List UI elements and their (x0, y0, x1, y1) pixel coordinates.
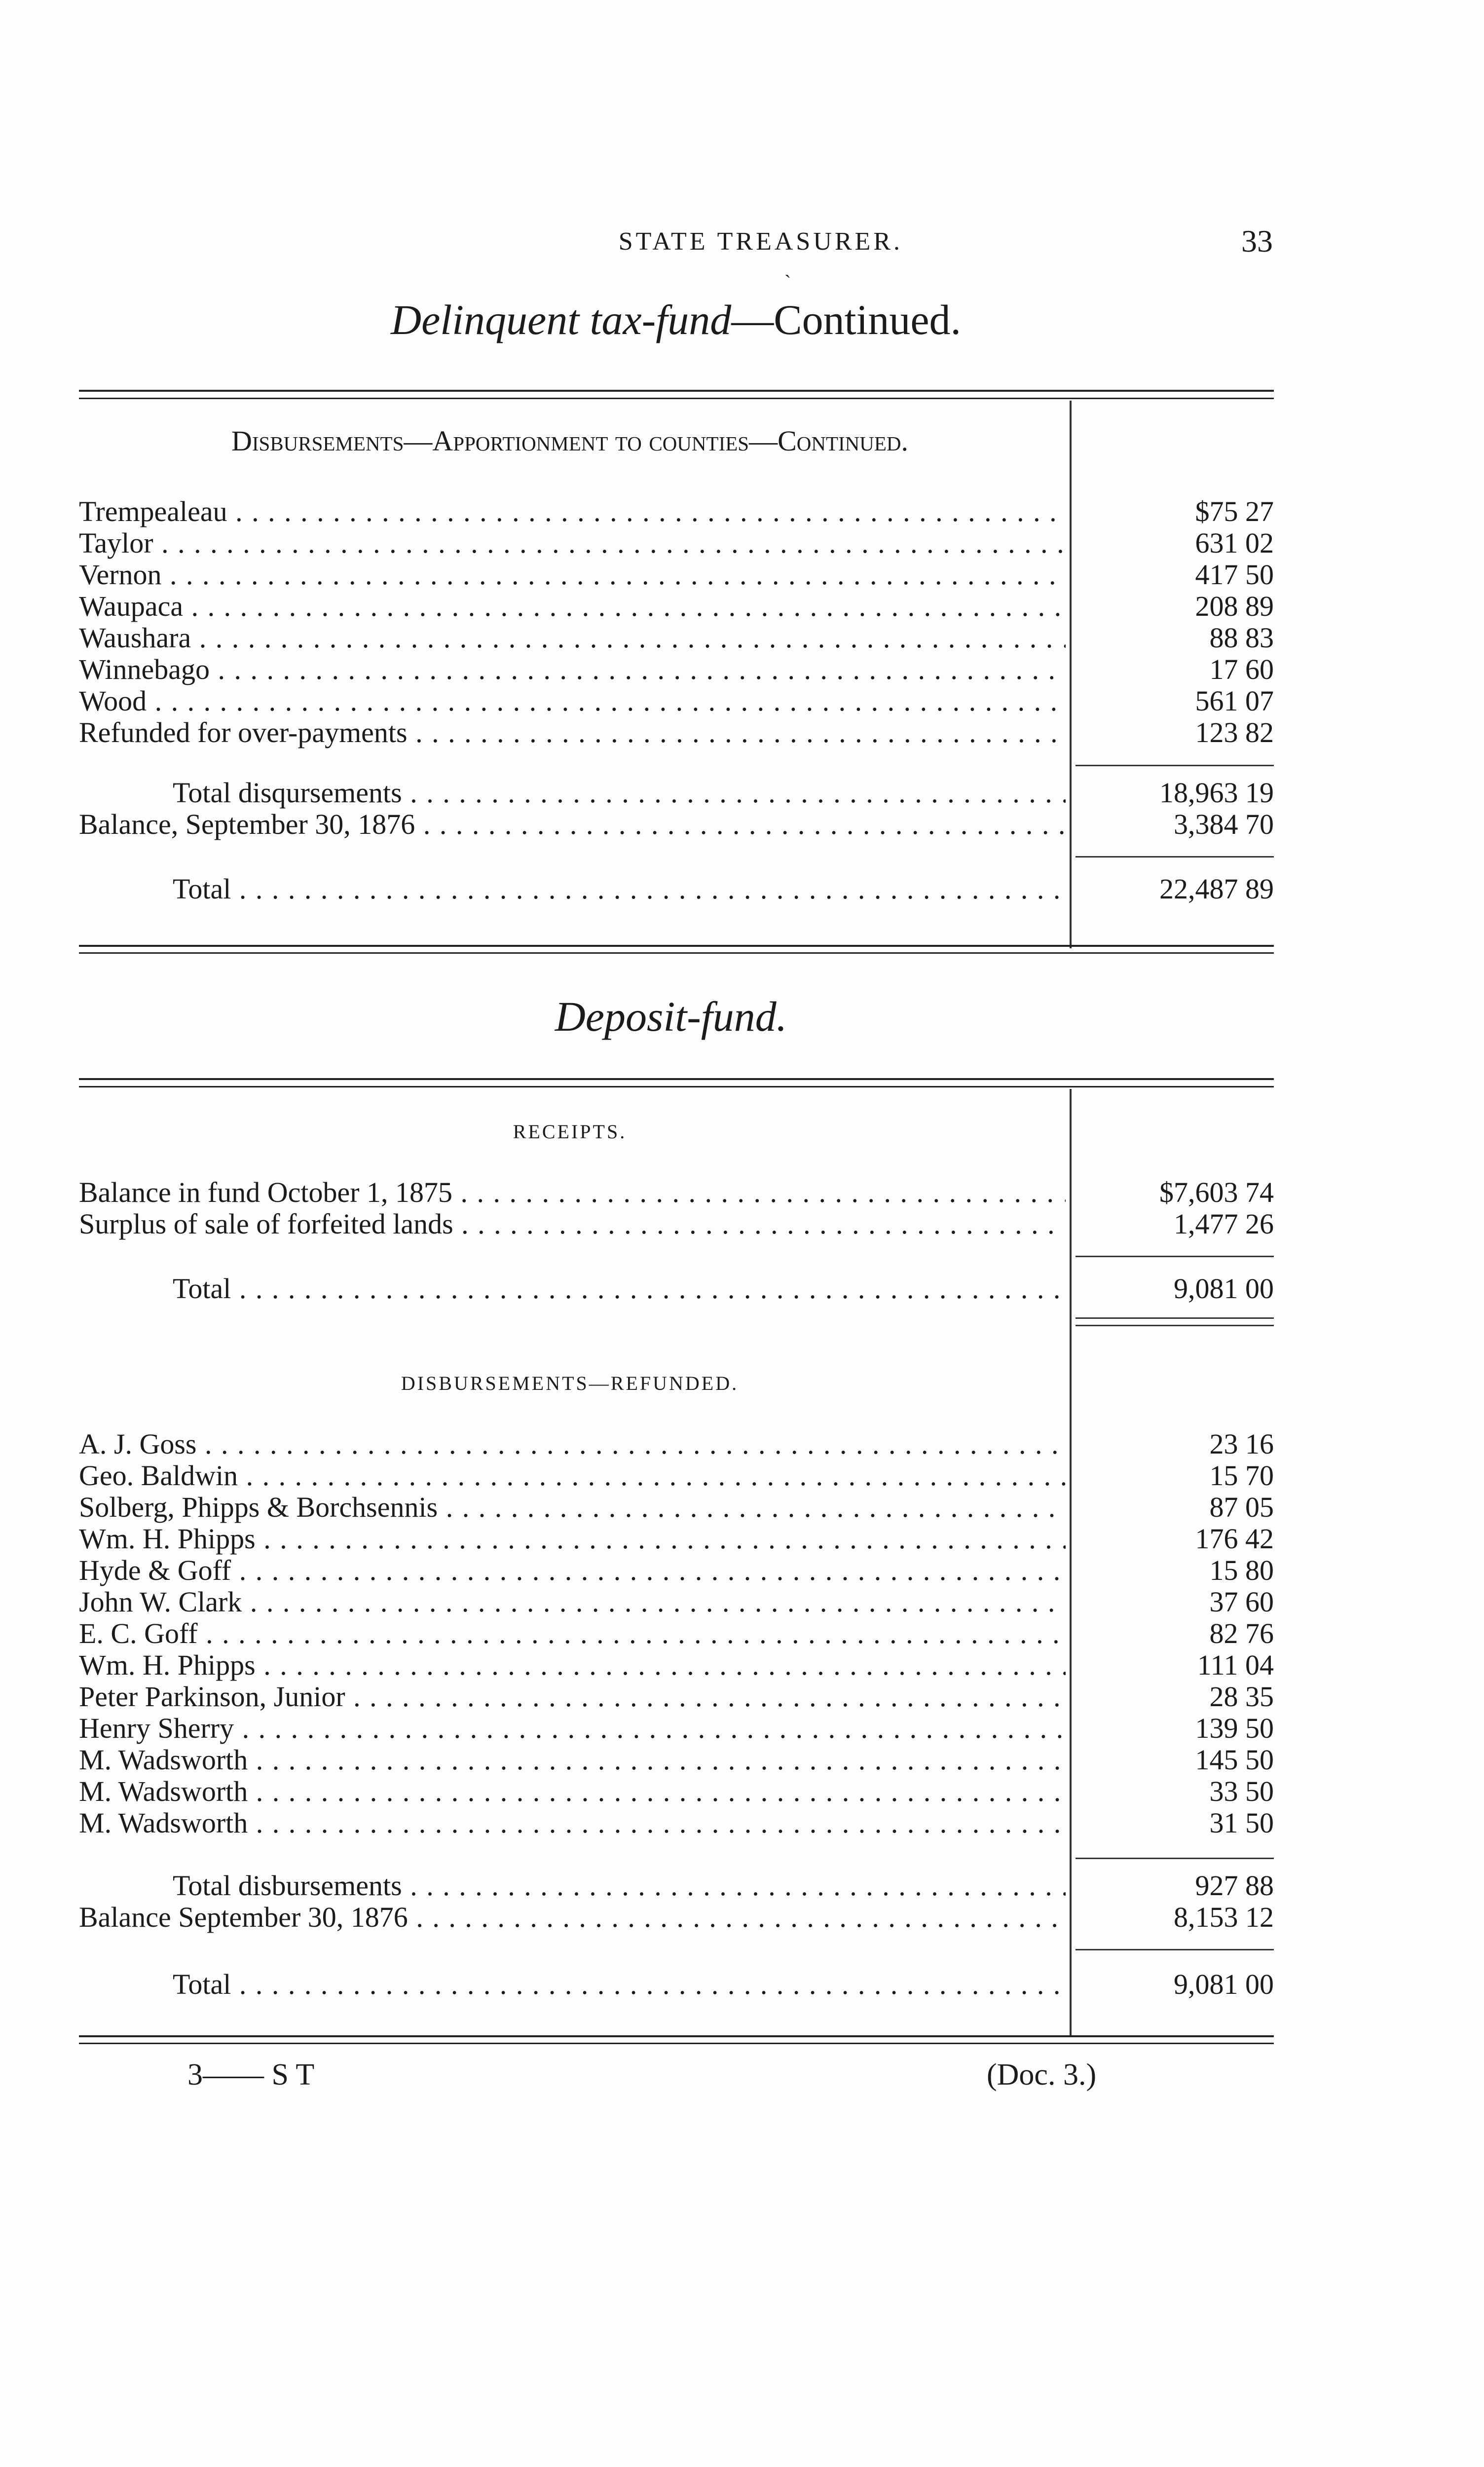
row-amount: 927 88 (1195, 1869, 1274, 1902)
row-label: Waupaca . . . (79, 591, 1066, 622)
double-rule (1076, 1317, 1274, 1326)
row-label: Wm. H. Phipps . . . (79, 1649, 1066, 1681)
delinquent-title-italic: Delinquent tax-fund (390, 296, 732, 343)
table-top-rule-2 (79, 398, 1274, 399)
row-amount: 82 76 (1209, 1617, 1274, 1649)
total-row (79, 1273, 1274, 1305)
row-label: M. Wadsworth . . . (79, 1776, 1066, 1807)
table-row (79, 1523, 1274, 1555)
total-disbursements-row (79, 1870, 1274, 1902)
table-top-rule (79, 390, 1274, 392)
row-amount: 18,963 19 (1159, 777, 1274, 809)
row-label: John W. Clark . . . (79, 1586, 1066, 1618)
row-amount: 208 89 (1195, 590, 1274, 622)
row-amount: 23 16 (1209, 1428, 1274, 1460)
row-amount: 631 02 (1195, 527, 1274, 559)
row-label: Trempealeau . . . (79, 496, 1066, 527)
total-row (79, 1969, 1274, 2000)
row-label: Peter Parkinson, Junior . . . (79, 1681, 1066, 1713)
total-rule (1076, 856, 1274, 858)
balance-row (79, 1902, 1274, 1933)
row-label: Waushara . . . (79, 622, 1066, 654)
running-head: STATE TREASURER. (618, 227, 903, 256)
row-amount: 9,081 00 (1174, 1272, 1274, 1305)
page-number: 33 (1241, 224, 1273, 259)
total-disbursements-row (79, 777, 1274, 809)
table-row (79, 1618, 1274, 1649)
row-amount: 22,487 89 (1159, 873, 1274, 905)
row-amount: $7,603 74 (1159, 1176, 1274, 1208)
row-amount: 87 05 (1209, 1491, 1274, 1523)
balance-row (79, 809, 1274, 840)
table-row (79, 654, 1274, 685)
row-label: A. J. Goss . . . (79, 1428, 1066, 1460)
row-label: Wm. H. Phipps . . . (79, 1523, 1066, 1555)
table-row (79, 1776, 1274, 1807)
disbursements-heading: DISBURSEMENTS—REFUNDED. (401, 1372, 739, 1394)
table-row (79, 1586, 1274, 1618)
table-bottom-rule-2 (79, 952, 1274, 954)
row-label: Total . . . (79, 1273, 1066, 1305)
total-rule (1076, 1949, 1274, 1950)
row-amount: 33 50 (1209, 1775, 1274, 1807)
row-label: Wood . . . (79, 685, 1066, 717)
row-amount: 9,081 00 (1174, 1968, 1274, 2000)
table-row (79, 717, 1274, 748)
stray-mark: ˋ (784, 271, 791, 293)
row-label: Balance, September 30, 1876 . . . (79, 809, 1066, 840)
row-amount: 37 60 (1209, 1586, 1274, 1618)
row-label: Hyde & Goff . . . (79, 1555, 1066, 1586)
table-row (79, 622, 1274, 654)
signature-mark: 3—— S T (187, 2058, 315, 2092)
row-label: E. C. Goff . . . (79, 1618, 1066, 1649)
row-amount: 88 83 (1209, 622, 1274, 654)
row-amount: 17 60 (1209, 653, 1274, 685)
row-amount: 15 80 (1209, 1554, 1274, 1586)
row-label: Vernon . . . (79, 559, 1066, 591)
row-label: Taylor . . . (79, 527, 1066, 559)
subtotal-rule (1076, 765, 1274, 766)
row-label: Surplus of sale of forfeited lands . . . (79, 1208, 1066, 1240)
row-amount: 8,153 12 (1174, 1901, 1274, 1933)
table-top-rule-2 (79, 1086, 1274, 1087)
row-amount: 3,384 70 (1174, 808, 1274, 840)
table-row (79, 1177, 1274, 1208)
row-label: Refunded for over-payments . . . (79, 717, 1066, 748)
table-row (79, 527, 1274, 559)
table-bottom-rule (79, 945, 1274, 947)
table-row (79, 685, 1274, 717)
receipts-heading: RECEIPTS. (513, 1121, 627, 1143)
row-amount: 111 04 (1197, 1649, 1274, 1681)
row-label: M. Wadsworth . . . (79, 1807, 1066, 1839)
table-row (79, 1555, 1274, 1586)
row-label: Total disqursements . . . (79, 777, 1066, 809)
table-top-rule (79, 1078, 1274, 1080)
table-row (79, 1460, 1274, 1492)
table-row (79, 496, 1274, 527)
table-row (79, 1492, 1274, 1523)
row-amount: $75 27 (1195, 495, 1274, 527)
row-amount: 15 70 (1209, 1459, 1274, 1492)
row-label: Henry Sherry . . . (79, 1713, 1066, 1744)
subtotal-rule (1076, 1858, 1274, 1859)
table-row (79, 1713, 1274, 1744)
row-label: Winnebago . . . (79, 654, 1066, 685)
table-bottom-rule-2 (79, 2043, 1274, 2044)
row-amount: 1,477 26 (1174, 1208, 1274, 1240)
table-row (79, 1744, 1274, 1776)
row-amount: 31 50 (1209, 1807, 1274, 1839)
row-label: Total . . . (79, 1969, 1066, 2000)
row-amount: 123 82 (1195, 716, 1274, 748)
document-number: (Doc. 3.) (987, 2058, 1097, 2092)
table-row (79, 591, 1274, 622)
row-amount: 417 50 (1195, 559, 1274, 591)
delinquent-title (0, 295, 1283, 344)
row-label: Total disbursements . . . (79, 1870, 1066, 1902)
row-amount: 139 50 (1195, 1712, 1274, 1744)
row-label: Geo. Baldwin . . . (79, 1460, 1066, 1492)
table-bottom-rule (79, 2035, 1274, 2037)
subtotal-rule (1076, 1256, 1274, 1257)
row-amount: 145 50 (1195, 1744, 1274, 1776)
table-row (79, 1807, 1274, 1839)
table-row (79, 1208, 1274, 1240)
row-label: Balance in fund October 1, 1875 . . . (79, 1177, 1066, 1208)
row-label: Balance September 30, 1876 . . . (79, 1902, 1066, 1933)
table-row (79, 559, 1274, 591)
total-row (79, 873, 1274, 905)
delinquent-title-rest: —Continued. (731, 296, 962, 343)
deposit-title: Deposit-fund. (555, 993, 787, 1040)
row-label: Solberg, Phipps & Borchsennis . . . (79, 1492, 1066, 1523)
delinquent-heading: Disbursements—Apportionment to counties—Continued. (231, 425, 909, 457)
table-row (79, 1649, 1274, 1681)
table-row (79, 1428, 1274, 1460)
table-row (79, 1681, 1274, 1713)
row-amount: 176 42 (1195, 1523, 1274, 1555)
row-label: Total . . . (79, 873, 1066, 905)
row-amount: 561 07 (1195, 685, 1274, 717)
row-amount: 28 35 (1209, 1681, 1274, 1713)
row-label: M. Wadsworth . . . (79, 1744, 1066, 1776)
